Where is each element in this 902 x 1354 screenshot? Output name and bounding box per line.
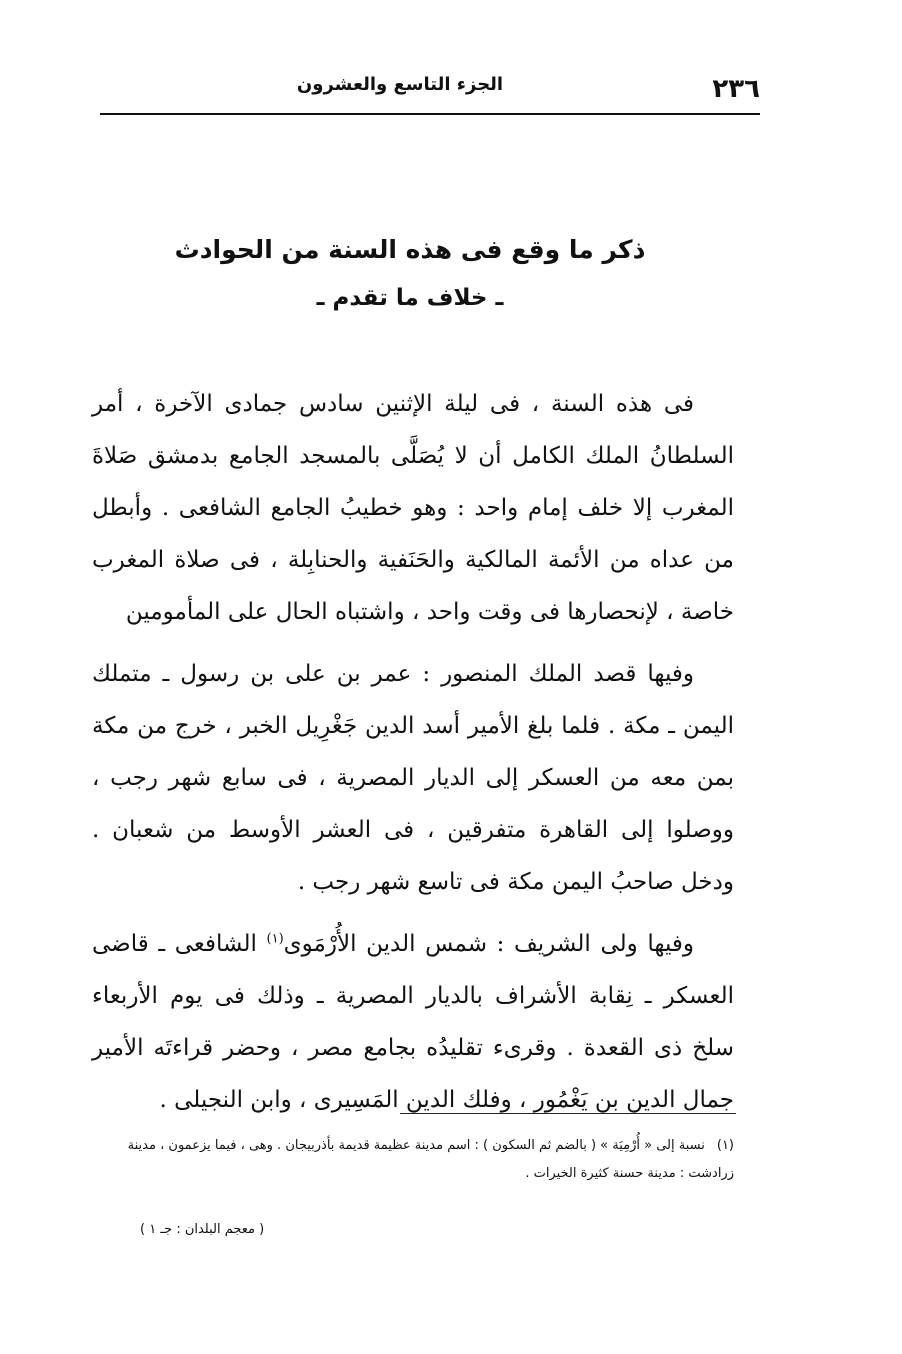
footnote-marker: (١) — [716, 1138, 734, 1153]
running-title: الجزء التاسع والعشرون — [296, 74, 504, 95]
footnotes — [92, 1132, 734, 1188]
section-heading — [100, 226, 720, 322]
footnote-reference: (١) — [266, 931, 284, 947]
paragraph-2: وفيها قصد الملك المنصور : عمر بن على بن رسول ـ متملك اليمن ـ مكة . فلما بلغ الأمير أسد الدين جَغْرِيل الخبر ، خرج من مكة بمن معه من العسكر إلى الديار المصرية ، فى سابع شهر رجب ، ووصلوا إلى القاهرة متفرقين ، فى العشر الأوسط من شعبان . ودخل صاحبُ اليمن مكة فى تاسع شهر رجب . — [92, 661, 734, 895]
body-text — [92, 378, 734, 1136]
paragraph-1: فى هذه السنة ، فى ليلة الإثنين سادس جمادى الآخرة ، أمر السلطانُ الملك الكامل أن لا يُصَلَّى بالمسجد الجامع بدمشق صَلاةَ المغرب إلا خلف إمام واحد : وهو خطيبُ الجامع الشافعى . وأبطل من عداه من الأئمة المالكية والحَنَفية والحنابِلة ، فى صلاة المغرب خاصة ، لإنحصارها فى وقت واحد ، واشتباه الحال على المأمومين — [92, 391, 734, 625]
footnote-item — [92, 1132, 734, 1188]
footnote-source: ( معجم البلدان : جـ ١ ) — [140, 1222, 265, 1237]
page-number: ٢٣٦ — [712, 74, 760, 104]
paragraph-3-before: وفيها ولى الشريف : شمس الدين الأُرْمَوى — [283, 931, 694, 957]
header-rule — [100, 113, 760, 115]
paragraph-3-after: الشافعى ـ قاضى العسكر ـ نِقابة الأشراف بالديار المصرية ـ وذلك فى يوم الأربعاء سلخ ذى القعدة . وقرىء تقليدُه بجامع مصر ، وحضر قراءتَه الأمير جمال الدين بن يَغْمُور ، وفلك الدين المَسِيرى ، وابن النجيلى . — [92, 931, 734, 1113]
footnote-rule — [400, 1113, 736, 1114]
section-title: ذكر ما وقع فى هذه السنة من الحوادث — [174, 235, 646, 264]
footnote-text: نسبة إلى « أُرْمِيَة » ( بالضم ثم السكون ) : اسم مدينة عظيمة قديمة بأذربيجان . وهى ، فيما يزعمون ، مدينة زرادشت : مدينة حسنة كثيرة الخيرات . — [127, 1138, 734, 1181]
page-header — [100, 68, 760, 108]
section-subtitle: ـ خلاف ما تقدم ـ — [316, 285, 504, 311]
paragraph-3 — [92, 918, 734, 1126]
